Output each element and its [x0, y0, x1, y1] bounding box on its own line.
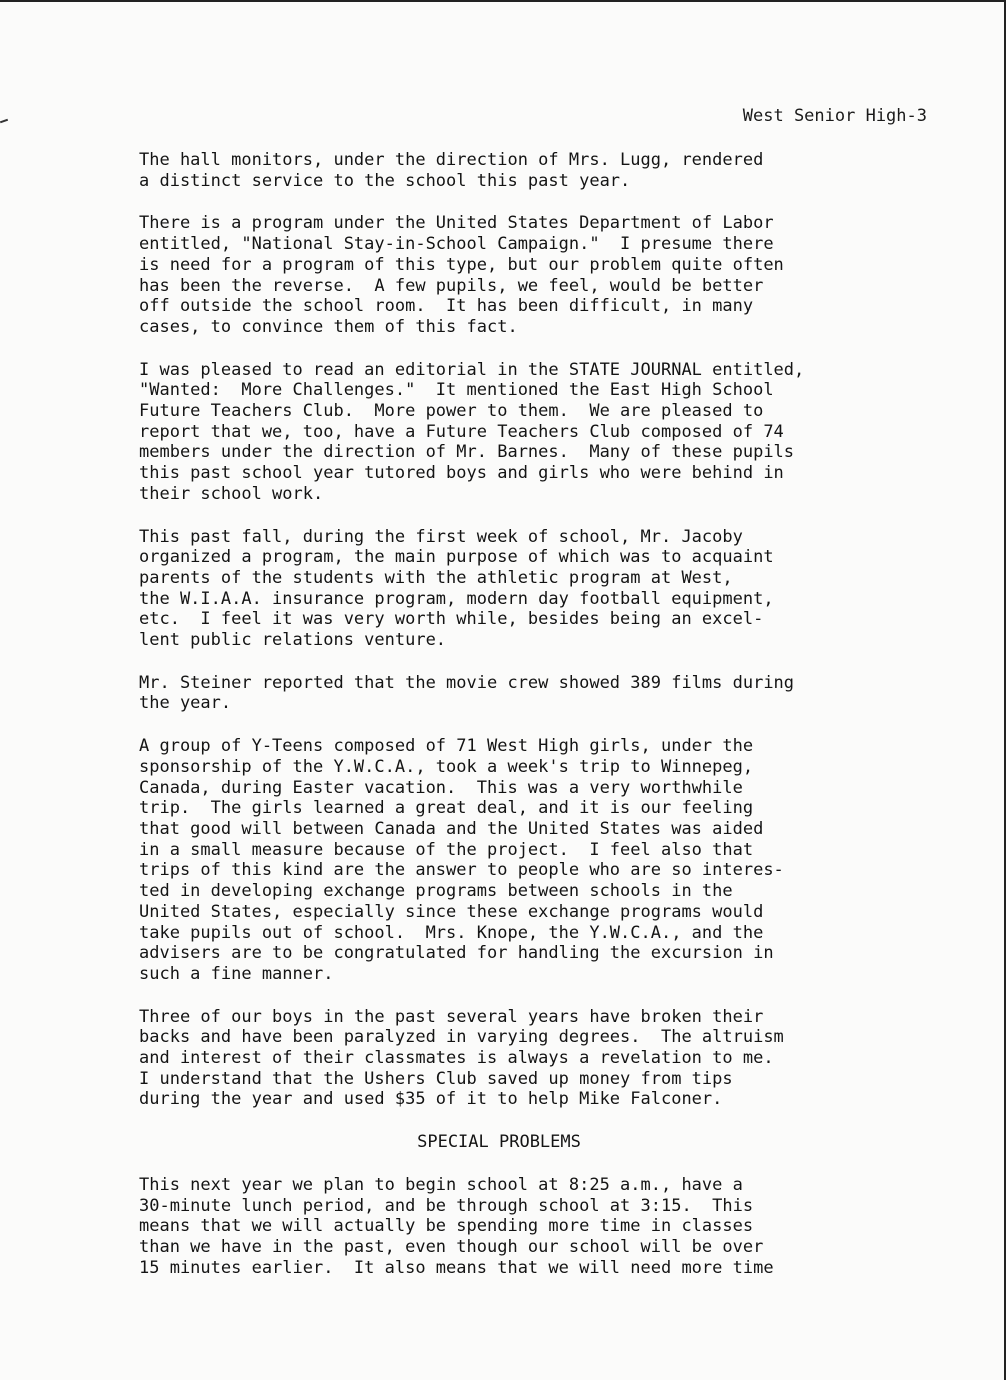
text-line: a distinct service to the school this past year.: [139, 170, 631, 191]
paragraph-y-teens: [139, 736, 969, 984]
text-line: This past fall, during the first week of school, Mr. Jacoby: [139, 526, 743, 547]
text-line: trips of this kind are the answer to people who are so interes-: [139, 860, 784, 881]
text-line: in a small measure because of the project. I feel also that: [139, 839, 754, 860]
text-line: etc. I feel it was very worth while, besides being an excel-: [139, 609, 764, 630]
section-heading: SPECIAL PROBLEMS: [417, 1132, 581, 1153]
text-line: lent public relations venture.: [139, 630, 447, 651]
paragraph-school-schedule: [139, 1175, 969, 1279]
text-line: The hall monitors, under the direction of Mrs. Lugg, rendered: [139, 150, 764, 170]
text-line: There is a program under the United States Department of Labor: [139, 213, 774, 234]
text-line: 30-minute lunch period, and be through school at 3:15. This: [139, 1195, 754, 1216]
text-line: and interest of their classmates is always a revelation to me.: [139, 1048, 774, 1069]
text-line: United States, especially since these exchange programs would: [139, 901, 764, 922]
text-line: A group of Y-Teens composed of 71 West High girls, under the: [139, 736, 754, 757]
text-line: during the year and used $35 of it to help Mike Falconer.: [139, 1089, 723, 1110]
text-line: Mr. Steiner reported that the movie crew showed 389 films during: [139, 672, 795, 693]
text-line: organized a program, the main purpose of which was to acquaint: [139, 547, 774, 568]
paragraph-stay-in-school: [139, 213, 969, 337]
text-line: parents of the students with the athletic program at West,: [139, 567, 733, 588]
document-body: [139, 150, 969, 1300]
text-line: is need for a program of this type, but our problem quite often: [139, 254, 784, 275]
text-line: sponsorship of the Y.W.C.A., took a week's trip to Winnepeg,: [139, 756, 754, 777]
text-line: I understand that the Ushers Club saved up money from tips: [139, 1068, 733, 1089]
text-line: advisers are to be congratulated for handling the excursion in: [139, 943, 774, 964]
text-line: I was pleased to read an editorial in the STATE JOURNAL entitled,: [139, 359, 805, 380]
text-line: entitled, "National Stay-in-School Campaign." I presume there: [139, 234, 774, 255]
text-line: ted in developing exchange programs between schools in the: [139, 881, 733, 902]
paragraph-future-teachers: [139, 360, 969, 505]
paragraph-movie-crew: [139, 673, 969, 714]
text-line: means that we will actually be spending more time in classes: [139, 1216, 754, 1237]
text-line: report that we, too, have a Future Teachers Club composed of 74: [139, 421, 784, 442]
text-line: Three of our boys in the past several years have broken their: [139, 1006, 764, 1027]
text-line: the W.I.A.A. insurance program, modern day football equipment,: [139, 588, 774, 609]
text-line: Canada, during Easter vacation. This was a very worthwhile: [139, 777, 743, 798]
text-line: has been the reverse. A few pupils, we feel, would be better: [139, 275, 764, 296]
text-line: off outside the school room. It has been difficult, in many: [139, 296, 754, 317]
paragraph-ushers-club: [139, 1007, 969, 1111]
text-line: their school work.: [139, 483, 324, 504]
text-line: such a fine manner.: [139, 963, 334, 984]
text-line: 15 minutes earlier. It also means that we will need more time: [139, 1257, 774, 1278]
text-line: trip. The girls learned a great deal, and it is our feeling: [139, 798, 754, 819]
text-line: take pupils out of school. Mrs. Knope, the Y.W.C.A., and the: [139, 922, 764, 943]
text-line: backs and have been paralyzed in varying degrees. The altruism: [139, 1027, 784, 1048]
text-line: This next year we plan to begin school at 8:25 a.m., have a: [139, 1174, 743, 1195]
text-line: than we have in the past, even though our school will be over: [139, 1236, 764, 1257]
text-line: cases, to convince them of this fact.: [139, 316, 518, 337]
text-line: that good will between Canada and the United States was aided: [139, 818, 764, 839]
margin-mark: [0, 119, 8, 124]
text-line: this past school year tutored boys and girls who were behind in: [139, 463, 784, 484]
text-line: Future Teachers Club. More power to them. We are pleased to: [139, 401, 764, 422]
paragraph-hall-monitors: [139, 150, 969, 191]
paragraph-athletic-program: [139, 527, 969, 651]
page-header: West Senior High-3: [742, 106, 927, 126]
text-line: members under the direction of Mr. Barnes. Many of these pupils: [139, 442, 795, 463]
text-line: the year.: [139, 693, 232, 714]
text-line: "Wanted: More Challenges." It mentioned the East High School: [139, 380, 774, 401]
